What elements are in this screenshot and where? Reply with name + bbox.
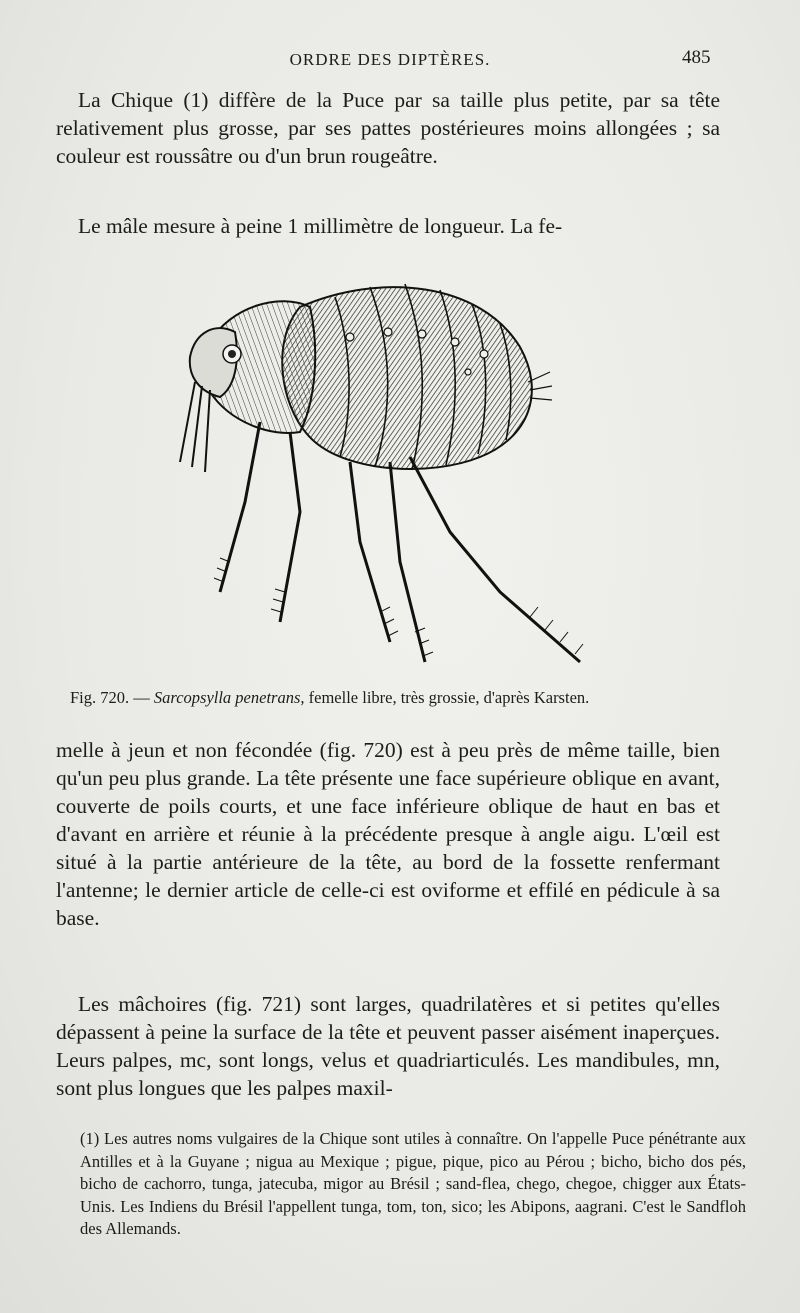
caption-rest: femelle libre, très grossie, d'après Karsten. xyxy=(304,688,590,707)
paragraph-female-description: melle à jeun et non fécondée (fig. 720) est à peu près de même taille, bien qu'un peu plus grande. La tête présente une face supérieure oblique en avant, couverte de poils courts, et une face inférieure oblique de haut en bas et d'avant en arrière et réunie à la précédente presque à angle aigu. L'œil est situé à la partie antérieure de la tête, au bord de la fossette renfermant l'antenne; le dernier article de celle-ci est oviforme et effilé en pédicule à sa base. xyxy=(56,738,720,930)
figure-caption xyxy=(70,688,740,708)
paragraph-male-size: Le mâle mesure à peine 1 millimètre de longueur. La fe- xyxy=(78,214,563,238)
figure-720 xyxy=(150,262,610,682)
caption-species: Sarcopsylla penetrans, xyxy=(153,688,305,707)
paragraph-chique-description: La Chique (1) diffère de la Puce par sa taille plus petite, par sa tête relativement plus grosse, par ses pattes postérieures moins allongées ; sa couleur est roussâtre ou d'un brun rougeâtre. xyxy=(56,88,720,168)
page-number: 485 xyxy=(682,47,711,68)
caption-label: Fig. 720. — xyxy=(70,688,154,707)
flea-engraving-icon xyxy=(150,262,610,682)
paragraph-jaws: Les mâchoires (fig. 721) sont larges, quadrilatères et si petites qu'elles dépassent à peine la surface de la tête et peuvent passer aisément inaperçues. Leurs palpes, mc, sont longs, velus et quadriarticulés. Les mandibules, mn, sont plus longues que les palpes maxil- xyxy=(56,992,720,1100)
footnote: (1) Les autres noms vulgaires de la Chique sont utiles à connaître. On l'appelle Puce pénétrante aux Antilles et à la Guyane ; nigua au Mexique ; pigue, pique, pico au Pérou ; bicho, bicho dos pés, bicho de cachorro, tunga, jatecuba, migor au Brésil ; sand-flea, chego, chegoe, chigger aux États-Unis. Les Indiens du Brésil l'appellent tunga, tom, ton, sico; les Abipons, aagrani. C'est le Sandfloh des Allemands. xyxy=(80,1129,746,1238)
running-head: ORDRE DES DIPTÈRES. xyxy=(289,50,491,69)
